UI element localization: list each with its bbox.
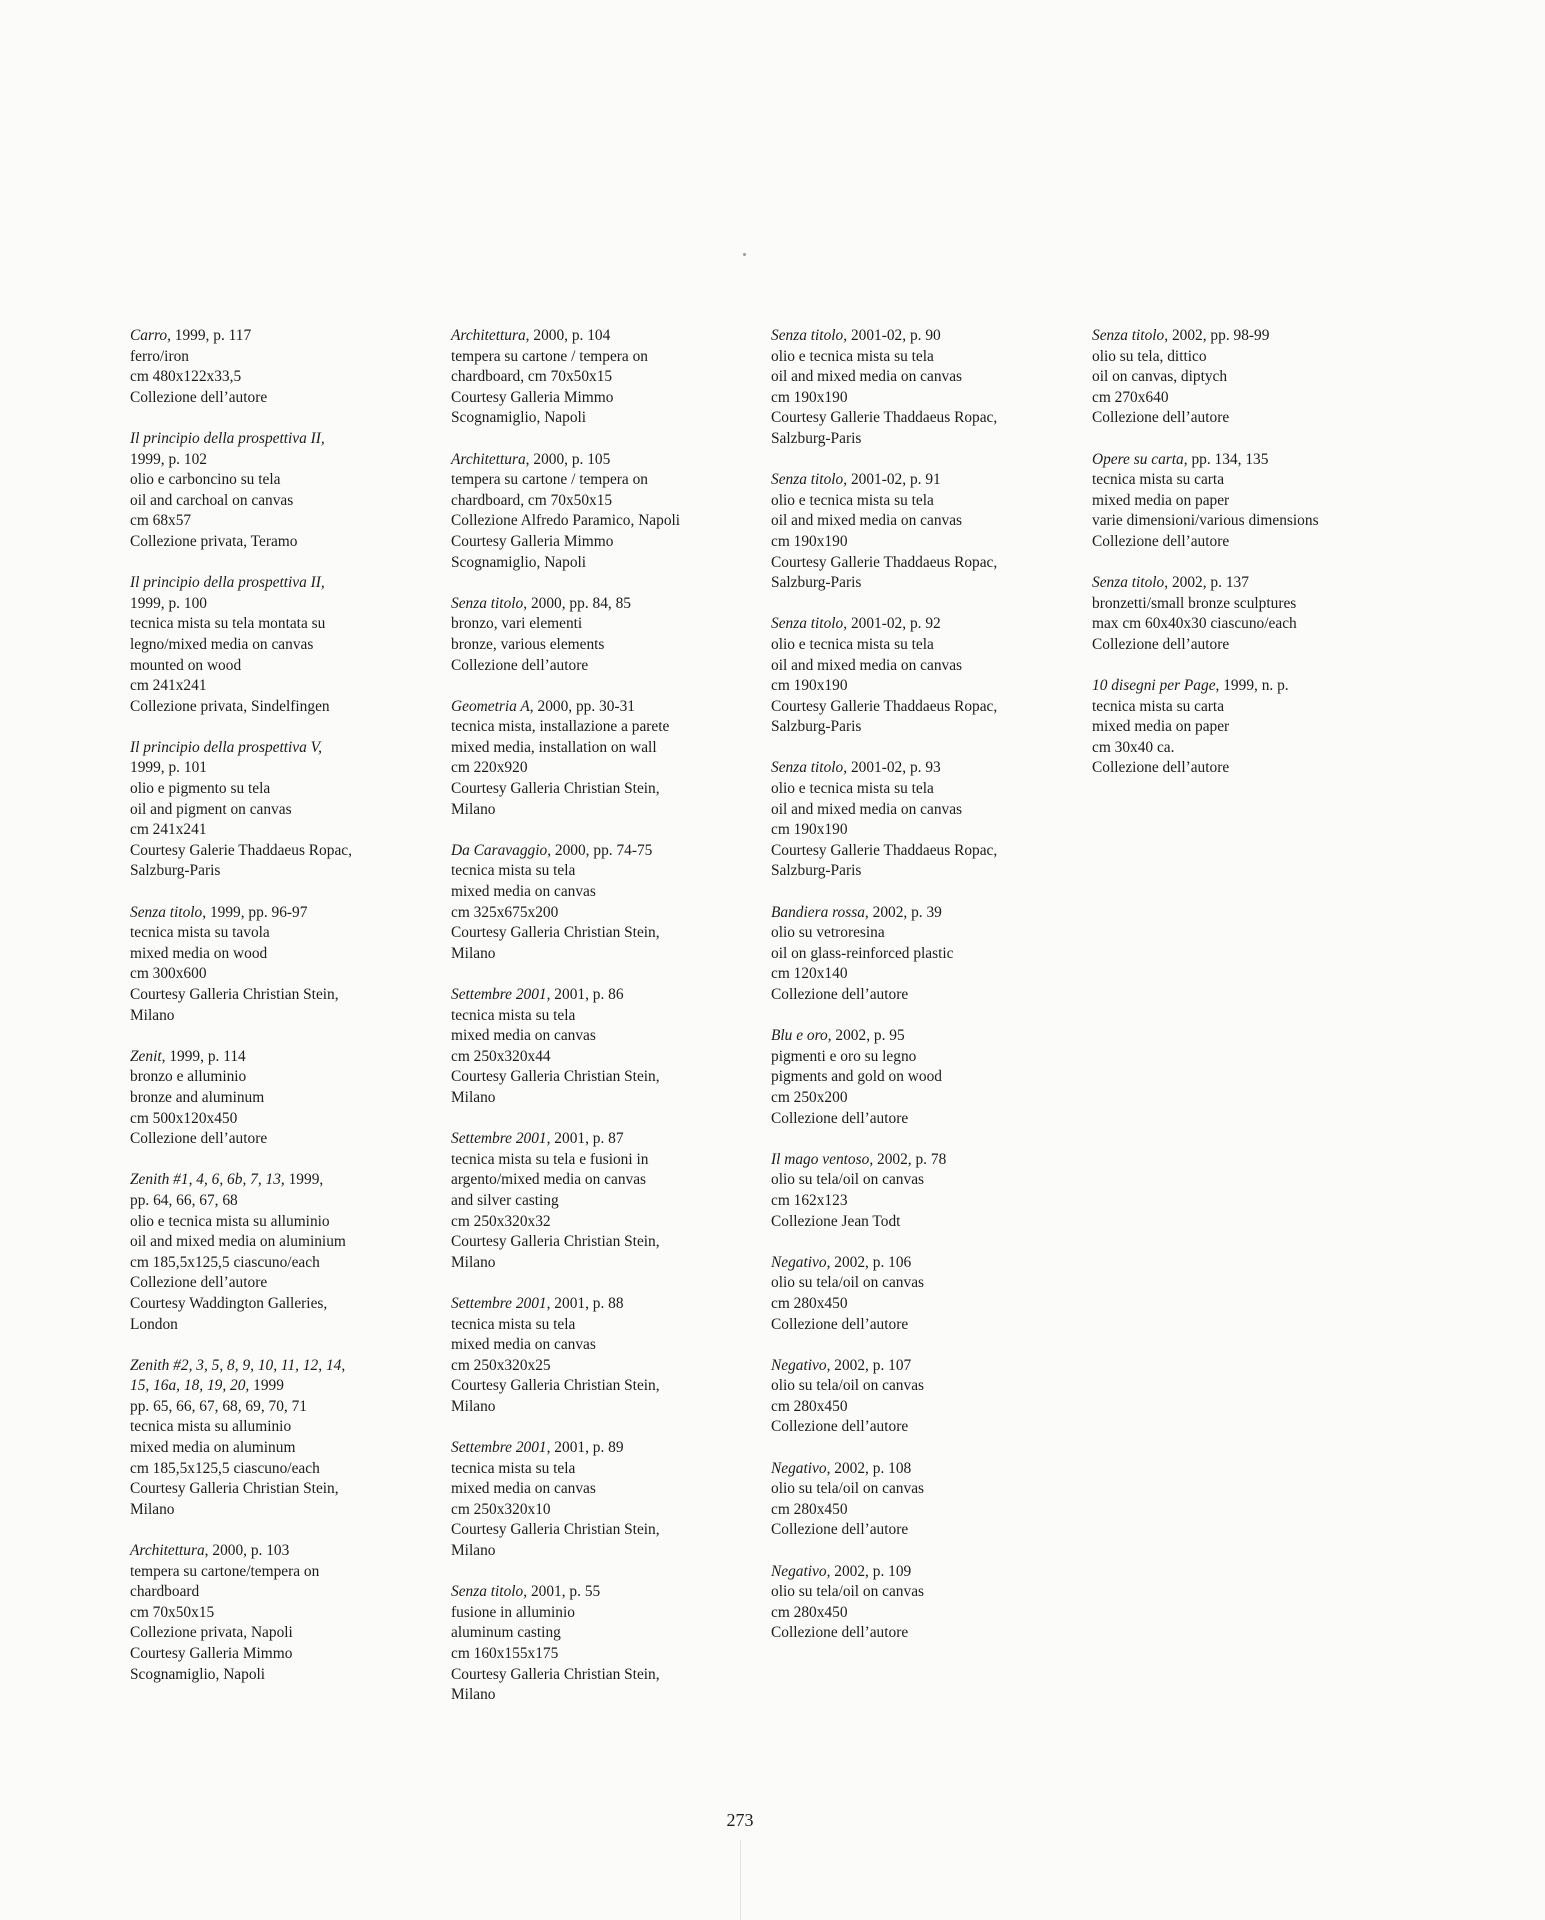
entry-detail-line: Courtesy Galleria Christian Stein, [451, 1377, 660, 1395]
entry-detail-line: olio su tela/oil on canvas [771, 1583, 925, 1601]
entry-detail-line: Collezione dell’autore [771, 1315, 909, 1333]
entry-date-page: , 1999, pp. 96-97 [202, 903, 308, 921]
catalogue-entry [130, 573, 430, 717]
entry-detail-line: Collezione dell’autore [451, 656, 589, 674]
entry-detail-line: cm 250x320x10 [451, 1500, 551, 1518]
entry-detail-line: tecnica mista su tela montata su [130, 615, 326, 633]
catalogue-entry [451, 985, 751, 1109]
entry-date-page: , 1999, p. 117 [167, 327, 252, 344]
entry-date-page: , 1999, p. 114 [161, 1047, 246, 1065]
entry-title: Senza titolo [771, 327, 844, 344]
entry-title: Senza titolo [771, 615, 844, 633]
entry-title: 15, 16a, 18, 19, 20, [130, 1377, 250, 1395]
entry-date-page: , 2001, p. 88 [546, 1294, 624, 1312]
entry-detail-line: cm 280x450 [771, 1397, 848, 1415]
entry-detail-line: Salzburg-Paris [771, 574, 862, 592]
catalogue-entry [451, 697, 751, 821]
entry-detail-line: cm 280x450 [771, 1294, 848, 1312]
catalogue-entry [771, 1562, 1071, 1644]
catalogue-entry [771, 1150, 1071, 1232]
entry-detail-line: cm 162x123 [771, 1191, 848, 1209]
entry-detail-line: cm 220x920 [451, 759, 528, 777]
catalogue-entry [451, 1129, 751, 1273]
entry-title: Architettura [451, 450, 526, 468]
entry-heading [771, 614, 1071, 635]
entry-detail-line: Courtesy Galleria Christian Stein, [451, 1068, 660, 1086]
entry-detail-line: Collezione Jean Todt [771, 1212, 901, 1230]
entry-detail-line: tecnica mista su tela [451, 1315, 576, 1333]
entry-detail-line: Salzburg-Paris [771, 429, 862, 447]
entry-detail-line: tecnica mista su carta [1092, 697, 1225, 715]
entry-detail-line: ferro/iron [130, 347, 189, 365]
catalogue-entry [771, 470, 1071, 594]
entry-date-page: , 2002, p. 137 [1164, 574, 1249, 592]
entry-detail-line: oil on glass-reinforced plastic [771, 944, 954, 962]
catalogue-entry [130, 326, 430, 408]
entry-heading [130, 1170, 430, 1191]
entry-date-page: 1999, [284, 1171, 324, 1189]
entry-date-page: , 2002, p. 78 [869, 1150, 947, 1168]
entry-detail-line: Courtesy Galleria Christian Stein, [130, 1480, 339, 1498]
catalogue-entry [451, 841, 751, 965]
entry-detail-line: oil and carchoal on canvas [130, 491, 294, 509]
entry-detail-line: pp. 64, 66, 67, 68 [130, 1191, 238, 1209]
entry-title: 10 disegni per Page [1092, 677, 1216, 695]
entry-detail-line: pigmenti e oro su legno [771, 1047, 917, 1065]
entry-date-page: , 2001, p. 86 [546, 986, 624, 1003]
entry-title: Senza titolo [451, 594, 524, 612]
entry-title: Negativo [771, 1253, 827, 1271]
entry-date-page: , 2002, p. 106 [826, 1253, 912, 1271]
entry-date-page: , 2001-02, p. 92 [843, 615, 941, 633]
entry-detail-line: cm 280x450 [771, 1603, 848, 1621]
entry-date-page: , 2001, p. 89 [546, 1439, 624, 1457]
entry-detail-line: cm 68x57 [130, 512, 192, 530]
catalogue-entry [1092, 676, 1392, 779]
entry-heading [451, 326, 751, 347]
entry-detail-line: mounted on wood [130, 656, 242, 674]
entry-detail-line: Collezione dell’autore [771, 1624, 909, 1642]
catalogue-entry [771, 1253, 1071, 1335]
entry-detail-line: Scognamiglio, Napoli [130, 1665, 266, 1683]
entry-detail-line: chardboard, cm 70x50x15 [451, 491, 613, 509]
entry-detail-line: Courtesy Galleria Mimmo [451, 532, 614, 550]
entry-heading [771, 326, 1071, 347]
entry-heading [130, 429, 430, 450]
entry-detail-line: oil on canvas, diptych [1092, 368, 1228, 386]
entry-heading [1092, 450, 1392, 471]
catalogue-entry [130, 1170, 430, 1335]
entry-detail-line: cm 190x190 [771, 532, 848, 550]
entry-detail-line: mixed media on wood [130, 944, 268, 962]
entry-detail-line: cm 270x640 [1092, 388, 1169, 406]
entry-detail-line: Collezione dell’autore [1092, 532, 1230, 550]
entry-date-page: , 2002, p. 95 [827, 1027, 905, 1045]
catalogue-entry [451, 1438, 751, 1562]
entry-detail-line: tempera su cartone/tempera on [130, 1562, 320, 1580]
entry-detail-line: olio e tecnica mista su alluminio [130, 1212, 330, 1230]
entry-detail-line: Courtesy Gallerie Thaddaeus Ropac, [771, 553, 998, 571]
entry-heading [130, 1047, 430, 1068]
entry-detail-line: tecnica mista su tela e fusioni in [451, 1150, 649, 1168]
entry-detail-line: varie dimensioni/various dimensions [1092, 512, 1319, 530]
catalogue-entry [451, 594, 751, 676]
entry-heading [1092, 326, 1392, 347]
entry-detail-line: pp. 65, 66, 67, 68, 69, 70, 71 [130, 1397, 307, 1415]
entry-detail-line: Collezione dell’autore [130, 1130, 268, 1148]
entry-title: Architettura [451, 327, 526, 344]
entry-detail-line: tecnica mista su tela [451, 1006, 576, 1024]
column-4 [1092, 326, 1392, 800]
entry-detail-line: Courtesy Galleria Christian Stein, [451, 1521, 660, 1539]
entry-detail-line: max cm 60x40x30 ciascuno/each [1092, 615, 1297, 633]
entry-detail-line: tecnica mista su carta [1092, 471, 1225, 489]
entry-title: Negativo [771, 1459, 827, 1477]
entry-detail-line: mixed media on canvas [451, 883, 596, 901]
entry-heading [451, 1438, 751, 1459]
entry-date-page: , 2000, pp. 84, 85 [523, 594, 631, 612]
entry-detail-line: olio e tecnica mista su tela [771, 347, 934, 365]
entry-detail-line: Salzburg-Paris [130, 862, 221, 880]
entry-detail-line: Courtesy Galleria Christian Stein, [130, 986, 339, 1003]
entry-detail-line: olio su tela/oil on canvas [771, 1171, 925, 1189]
entry-heading [451, 697, 751, 718]
entry-date-page: , 2000, p. 103 [204, 1542, 290, 1560]
entry-date-page: , pp. 134, 135 [1183, 450, 1269, 468]
entry-title: Zenith #2, 3, 5, 8, 9, 10, 11, 12, 14, [130, 1356, 346, 1374]
catalogue-entry [1092, 326, 1392, 429]
catalogue-entry [130, 1047, 430, 1150]
entry-detail-line: tecnica mista su tela [451, 1459, 576, 1477]
catalogue-entry [771, 326, 1071, 450]
entry-detail-line: Courtesy Galleria Christian Stein, [451, 924, 660, 942]
entry-detail-line: Milano [451, 800, 496, 818]
entry-title: Il principio della prospettiva II, [130, 429, 325, 447]
entry-title: Senza titolo [771, 471, 844, 489]
entry-detail-line: Courtesy Galleria Christian Stein, [451, 1665, 660, 1683]
entry-heading [771, 758, 1071, 779]
entry-detail-line: cm 500x120x450 [130, 1109, 238, 1127]
entry-detail-line: olio su tela/oil on canvas [771, 1274, 925, 1292]
entry-detail-line: bronze, various elements [451, 635, 605, 653]
entry-detail-line: Courtesy Galleria Christian Stein, [451, 1233, 660, 1251]
entry-detail-line: cm 241x241 [130, 677, 207, 695]
page-number: 273 [726, 1810, 754, 1830]
entry-title: Negativo [771, 1562, 827, 1580]
entry-heading [451, 841, 751, 862]
entry-detail-line: Collezione privata, Teramo [130, 532, 298, 550]
entry-date-page: , 2002, p. 108 [826, 1459, 912, 1477]
entry-detail-line: cm 120x140 [771, 965, 848, 983]
entry-detail-line: cm 250x320x25 [451, 1356, 551, 1374]
entry-detail-line: Collezione dell’autore [771, 1109, 909, 1127]
entry-heading [771, 1150, 1071, 1171]
entry-date-page: , 2001-02, p. 91 [843, 471, 941, 489]
entry-title: Settembre 2001 [451, 986, 547, 1003]
entry-detail-line: olio e carboncino su tela [130, 471, 281, 489]
entry-title: Senza titolo [771, 759, 844, 777]
entry-detail-line: Collezione Alfredo Paramico, Napoli [451, 512, 681, 530]
entry-detail-line: mixed media on paper [1092, 718, 1230, 736]
entry-detail-line: and silver casting [451, 1191, 559, 1209]
entry-title: Architettura [130, 1542, 205, 1560]
entry-detail-line: Salzburg-Paris [771, 862, 862, 880]
entry-detail-line: cm 185,5x125,5 ciascuno/each [130, 1459, 320, 1477]
entry-detail-line: legno/mixed media on canvas [130, 635, 314, 653]
entry-detail-line: Courtesy Gallerie Thaddaeus Ropac, [771, 841, 998, 859]
entry-heading [771, 903, 1071, 924]
entry-detail-line: bronze and aluminum [130, 1088, 265, 1106]
entry-title: Senza titolo [1092, 574, 1165, 592]
entry-date-page: , 2002, p. 39 [864, 903, 942, 921]
entry-title: Settembre 2001 [451, 1294, 547, 1312]
entry-detail-line: oil and mixed media on canvas [771, 512, 963, 530]
entry-detail-line: cm 250x320x32 [451, 1212, 551, 1230]
entry-detail-line: pigments and gold on wood [771, 1068, 942, 1086]
entry-detail-line: Milano [130, 1500, 175, 1518]
entry-title: Senza titolo [1092, 327, 1165, 344]
entry-heading [451, 1582, 751, 1603]
entry-title: Il principio della prospettiva II, [130, 574, 325, 592]
entry-heading [130, 326, 430, 347]
entry-detail-line: Collezione dell’autore [1092, 635, 1230, 653]
catalogue-entry [1092, 573, 1392, 655]
entry-detail-line: mixed media on canvas [451, 1336, 596, 1354]
entry-detail-line: Collezione dell’autore [771, 1521, 909, 1539]
entry-date-page: , 2002, p. 107 [826, 1356, 912, 1374]
entry-title: Zenith #1, 4, 6, 6b, 7, 13, [130, 1171, 285, 1189]
entry-detail-line: cm 70x50x15 [130, 1603, 215, 1621]
entry-detail-line: cm 280x450 [771, 1500, 848, 1518]
entry-heading [451, 1129, 751, 1150]
entry-title: Settembre 2001 [451, 1130, 547, 1148]
entry-title: Il mago ventoso [771, 1150, 870, 1168]
entry-detail-line: Milano [451, 1253, 496, 1271]
entry-detail-line: Courtesy Waddington Galleries, [130, 1294, 328, 1312]
entry-detail-line: chardboard, cm 70x50x15 [451, 368, 613, 386]
entry-title: Senza titolo [451, 1583, 524, 1601]
entry-heading [771, 1026, 1071, 1047]
printed-mark [743, 253, 746, 256]
catalogue-entry [130, 429, 430, 553]
entry-date-page: , 1999, n. p. [1215, 677, 1289, 695]
entry-detail-line: tecnica mista su alluminio [130, 1418, 292, 1436]
catalogue-entry [451, 1582, 751, 1706]
entry-detail-line: 1999, p. 100 [130, 594, 207, 612]
catalogue-entry [130, 903, 430, 1027]
entry-title: Geometria A [451, 697, 530, 715]
entry-detail-line: cm 480x122x33,5 [130, 368, 242, 386]
entry-detail-line: olio e tecnica mista su tela [771, 635, 934, 653]
entry-detail-line: argento/mixed media on canvas [451, 1171, 647, 1189]
entry-detail-line: tempera su cartone / tempera on [451, 347, 648, 365]
entry-date-page: , 2000, p. 105 [525, 450, 611, 468]
entry-heading [1092, 676, 1392, 697]
catalogue-entry [130, 1541, 430, 1685]
entry-heading [771, 470, 1071, 491]
catalogue-entry [451, 450, 751, 574]
entry-title: Il principio della prospettiva V, [130, 738, 322, 756]
entry-heading [771, 1562, 1071, 1583]
entry-detail-line: oil and mixed media on aluminium [130, 1233, 346, 1251]
entry-detail-line: olio e tecnica mista su tela [771, 491, 934, 509]
entry-detail-line: cm 325x675x200 [451, 903, 559, 921]
entry-title: Senza titolo [130, 903, 203, 921]
gutter-line [740, 1840, 741, 1920]
catalogue-entry [451, 1294, 751, 1418]
entry-heading [130, 903, 430, 924]
entry-detail-line: 1999, p. 102 [130, 450, 207, 468]
entry-date-page: 1999 [249, 1377, 284, 1395]
entry-detail-line: mixed media, installation on wall [451, 738, 657, 756]
entry-detail-line: Salzburg-Paris [771, 718, 862, 736]
entry-detail-line: cm 30x40 ca. [1092, 738, 1175, 756]
entry-title: Blu e oro [771, 1027, 828, 1045]
entry-detail-line: Milano [451, 1542, 496, 1560]
entry-detail-line: bronzo e alluminio [130, 1068, 247, 1086]
catalogue-entry [771, 1356, 1071, 1438]
entry-detail-line: cm 190x190 [771, 821, 848, 839]
entry-date-page: , 2001, p. 55 [523, 1583, 601, 1601]
entry-title: Settembre 2001 [451, 1439, 547, 1457]
catalogue-entry [1092, 450, 1392, 553]
entry-title: Carro [130, 327, 168, 344]
entry-detail-line: cm 185,5x125,5 ciascuno/each [130, 1253, 320, 1271]
entry-detail-line: Scognamiglio, Napoli [451, 553, 587, 571]
entry-detail-line: cm 300x600 [130, 965, 207, 983]
entry-detail-line: Milano [451, 1686, 496, 1704]
entry-detail-line: Milano [451, 1088, 496, 1106]
entry-detail-line: Collezione dell’autore [1092, 409, 1230, 427]
entry-detail-line: Courtesy Galleria Christian Stein, [451, 780, 660, 798]
entry-detail-line: Courtesy Gallerie Thaddaeus Ropac, [771, 409, 998, 427]
entry-detail-line: Courtesy Gallerie Thaddaeus Ropac, [771, 697, 998, 715]
entry-date-page: , 2000, pp. 30-31 [529, 697, 635, 715]
entry-detail-line: tecnica mista su tela [451, 862, 576, 880]
entry-detail-line: Milano [451, 944, 496, 962]
entry-detail-line: oil and mixed media on canvas [771, 368, 963, 386]
entry-detail-line: Courtesy Galleria Mimmo [451, 388, 614, 406]
column-3 [771, 326, 1071, 1665]
column-1 [130, 326, 430, 1706]
entry-date-page: , 2002, p. 109 [826, 1562, 912, 1580]
entry-heading [451, 594, 751, 615]
entry-heading [451, 450, 751, 471]
entry-detail-line: cm 241x241 [130, 821, 207, 839]
entry-detail-line: Scognamiglio, Napoli [451, 409, 587, 427]
entry-detail-line: olio e pigmento su tela [130, 780, 271, 798]
catalogue-entry [771, 758, 1071, 882]
entry-heading [451, 985, 751, 1006]
entry-heading [771, 1253, 1071, 1274]
entry-detail-line: mixed media on paper [1092, 491, 1230, 509]
entry-detail-line: tecnica mista su tavola [130, 924, 270, 942]
entry-heading [1092, 573, 1392, 594]
entry-date-page: , 2000, p. 104 [525, 327, 611, 344]
entry-detail-line: Collezione dell’autore [1092, 759, 1230, 777]
catalogue-entry [771, 1459, 1071, 1541]
entry-detail-line: aluminum casting [451, 1624, 561, 1642]
entry-heading [130, 1541, 430, 1562]
entry-detail-line: cm 160x155x175 [451, 1645, 559, 1662]
entry-detail-line: cm 250x320x44 [451, 1047, 551, 1065]
catalogue-entry [771, 903, 1071, 1006]
entry-title: Zenit [130, 1047, 162, 1065]
entry-detail-line: Milano [130, 1006, 175, 1024]
entry-title: Bandiera rossa [771, 903, 865, 921]
entry-date-page: , 2001, p. 87 [546, 1130, 624, 1148]
entry-date-page: , 2002, pp. 98-99 [1164, 327, 1270, 344]
entry-detail-line: cm 250x200 [771, 1088, 848, 1106]
entry-detail-line: bronzetti/small bronze sculptures [1092, 594, 1297, 612]
entry-detail-line: oil and mixed media on canvas [771, 656, 963, 674]
entry-detail-line: mixed media on canvas [451, 1480, 596, 1498]
catalogue-entry [771, 1026, 1071, 1129]
catalogue-entry [130, 1356, 430, 1521]
entry-detail-line: Courtesy Galleria Mimmo [130, 1645, 293, 1662]
entry-detail-line: olio e tecnica mista su tela [771, 780, 934, 798]
entry-heading [130, 738, 430, 759]
entry-detail-line: Collezione dell’autore [130, 1274, 268, 1292]
entry-detail-line: tempera su cartone / tempera on [451, 471, 648, 489]
entry-heading-continued [130, 1376, 430, 1397]
entry-date-page: , 2001-02, p. 90 [843, 327, 941, 344]
entry-detail-line: Collezione dell’autore [771, 1418, 909, 1436]
entry-detail-line: fusione in alluminio [451, 1603, 575, 1621]
entry-detail-line: cm 190x190 [771, 388, 848, 406]
entry-heading [130, 1356, 430, 1377]
entry-title: Da Caravaggio [451, 841, 548, 859]
entry-detail-line: Collezione dell’autore [130, 388, 268, 406]
entry-detail-line: mixed media on canvas [451, 1027, 596, 1045]
entry-detail-line: olio su tela/oil on canvas [771, 1377, 925, 1395]
entry-detail-line: chardboard [130, 1583, 200, 1601]
entry-detail-line: 1999, p. 101 [130, 759, 207, 777]
entry-title: Negativo [771, 1356, 827, 1374]
entry-detail-line: Collezione privata, Napoli [130, 1624, 293, 1642]
entry-title: Opere su carta [1092, 450, 1184, 468]
entry-detail-line: Collezione privata, Sindelfingen [130, 697, 330, 715]
entry-detail-line: mixed media on aluminum [130, 1439, 296, 1457]
entry-detail-line: olio su vetroresina [771, 924, 885, 942]
entry-detail-line: olio su tela/oil on canvas [771, 1480, 925, 1498]
entry-detail-line: London [130, 1315, 178, 1333]
entry-detail-line: cm 190x190 [771, 677, 848, 695]
entry-detail-line: bronzo, vari elementi [451, 615, 583, 633]
catalogue-entry [130, 738, 430, 882]
catalogue-entry [771, 614, 1071, 738]
entry-detail-line: oil and pigment on canvas [130, 800, 292, 818]
entry-heading [451, 1294, 751, 1315]
entry-detail-line: Collezione dell’autore [771, 986, 909, 1003]
column-2 [451, 326, 751, 1726]
entry-heading [771, 1356, 1071, 1377]
entry-date-page: , 2000, pp. 74-75 [547, 841, 653, 859]
entry-detail-line: olio su tela, dittico [1092, 347, 1207, 365]
entry-detail-line: oil and mixed media on canvas [771, 800, 963, 818]
entry-detail-line: tecnica mista, installazione a parete [451, 718, 670, 736]
catalogue-entry [451, 326, 751, 429]
entry-detail-line: Courtesy Galerie Thaddaeus Ropac, [130, 841, 352, 859]
entry-heading [130, 573, 430, 594]
entry-detail-line: Milano [451, 1397, 496, 1415]
entry-date-page: , 2001-02, p. 93 [843, 759, 941, 777]
entry-heading [771, 1459, 1071, 1480]
